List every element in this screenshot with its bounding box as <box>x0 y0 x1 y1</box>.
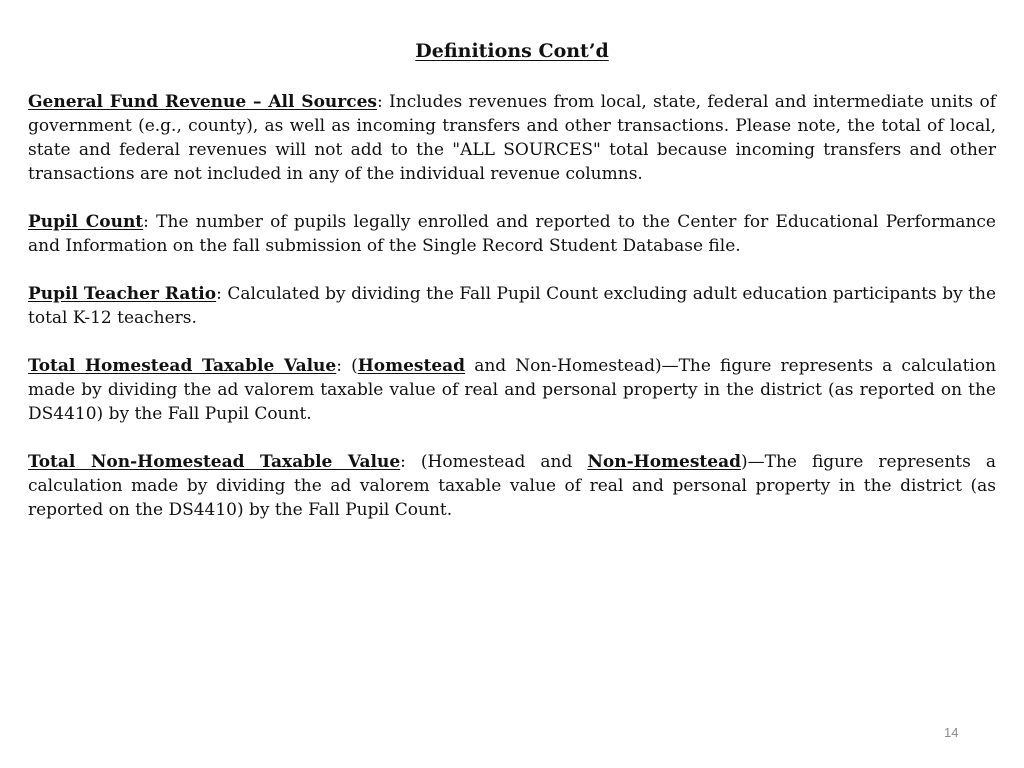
definition-text: Includes revenues from local, state, federal and intermediate units of government (e.g., county), as well as incoming transfers and other transactions. Please note, the total of local, state and federal revenues will not add to the "ALL SOURCES" total because incoming transfers and other transactions are not included in any of the individual revenue columns. <box>28 92 996 184</box>
definition-text: The figure represents a calculation made by dividing the ad valorem taxable value of real and personal property in the district (as reported on the DS4410) by the Fall Pupil Count. <box>28 452 996 520</box>
definition-general-fund-revenue <box>28 90 996 186</box>
definition-separator: : <box>216 284 228 304</box>
definition-text: The figure represents a calculation made by dividing the ad valorem taxable value of real and personal property in the district (as reported on the DS4410) by the Fall Pupil Count. <box>28 356 997 424</box>
definition-separator: : (Homestead and <box>400 452 588 472</box>
definition-term: Total Homestead Taxable Value <box>28 356 337 376</box>
definition-term: Pupil Count <box>28 212 144 232</box>
definition-term: Total Non-Homestead Taxable Value <box>28 452 401 472</box>
definition-emphasis: Homestead <box>357 356 466 376</box>
definition-separator: : <box>376 92 390 112</box>
definition-pupil-teacher-ratio <box>28 282 996 330</box>
page-title: Definitions Cont’d <box>415 40 609 62</box>
page-number: 14 <box>944 725 959 740</box>
definition-separator: : <box>143 212 157 232</box>
definition-separator: : ( <box>336 356 358 376</box>
definition-connector: and Non-Homestead)— <box>465 356 679 376</box>
definition-text: The number of pupils legally enrolled and reported to the Center for Educational Performance and Information on the fall submission of the Single Record Student Database file. <box>28 212 996 256</box>
definition-total-non-homestead-taxable-value <box>28 450 996 522</box>
definition-emphasis: Non-Homestead <box>587 452 741 472</box>
definitions-list <box>28 90 996 546</box>
definition-term: General Fund Revenue – All Sources <box>28 92 377 112</box>
definition-total-homestead-taxable-value <box>28 354 996 426</box>
definition-pupil-count <box>28 210 996 258</box>
definition-term: Pupil Teacher Ratio <box>28 284 217 304</box>
definition-text: Calculated by dividing the Fall Pupil Count excluding adult education participants by the total K-12 teachers. <box>28 284 997 328</box>
definition-connector: )— <box>740 452 765 472</box>
